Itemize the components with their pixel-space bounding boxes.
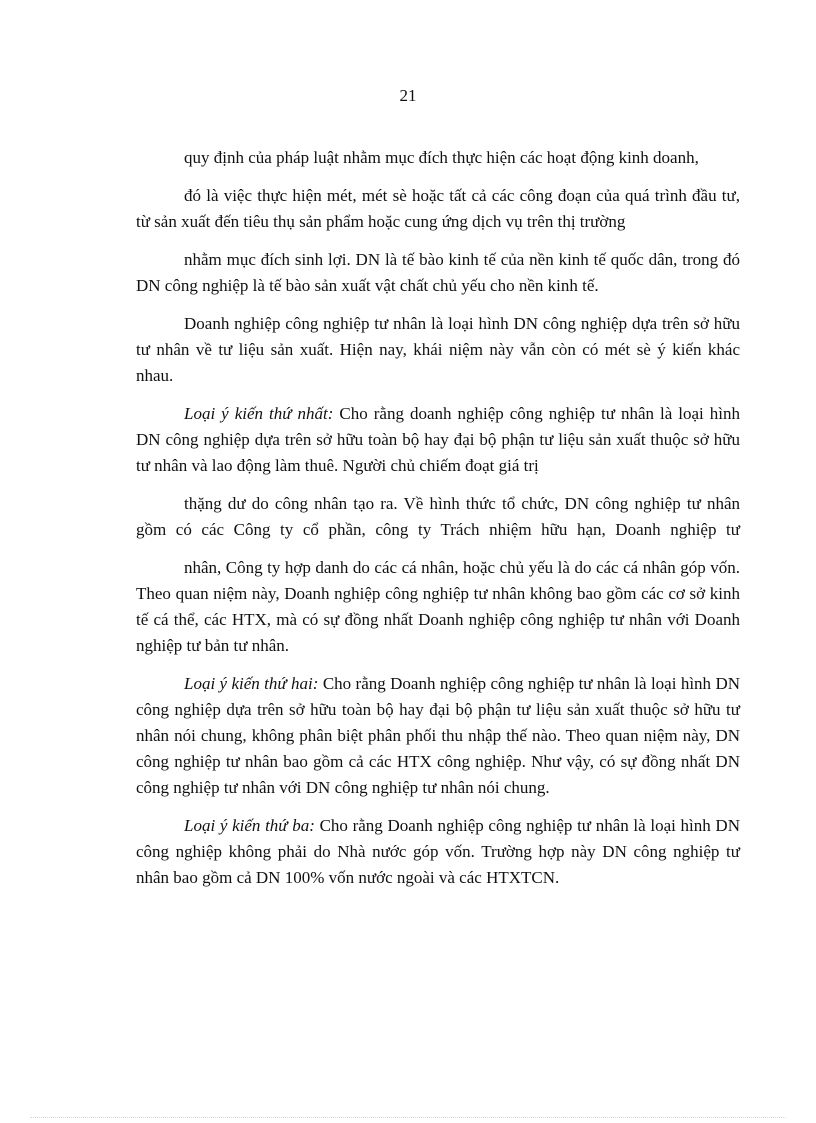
paragraph-3	[136, 247, 740, 299]
paragraph-text: Cho rằng Doanh nghiệp công nghiệp tư nhân là loại hình DN công nghiệp dựa trên sở hữu toàn bộ hay đại bộ phận tư liệu sản xuất thuộc sở hữu tư nhân nói chung, không phân biệt phân phối thu nhập thế nào. Theo quan niệm này, DN công nghiệp tư nhân bao gồm cả các HTX công nghiệp. Như vậy, có sự đồng nhất DN công nghiệp tư nhân với DN công nghiệp tư nhân nói chung.	[136, 674, 740, 797]
page-bottom-rule	[30, 1117, 786, 1118]
paragraph-text: nhân, Công ty hợp danh do các cá nhân, hoặc chủ yếu là do các cá nhân góp vốn. Theo quan niệm này, Doanh nghiệp công nghiệp tư nhân không bao gồm các cơ sở kinh tế cá thể, các HTX, mà có sự đồng nhất Doanh nghiệp công nghiệp tư nhân với Doanh nghiệp tư bản tư nhân.	[136, 558, 740, 655]
document-body	[136, 145, 740, 903]
paragraph-9	[136, 813, 740, 891]
paragraph-4	[136, 311, 740, 389]
paragraph-text: Cho rằng doanh nghiệp công nghiệp tư nhân là loại hình DN công nghiệp dựa trên sở hữu toàn bộ hay đại bộ phận tư liệu sản xuất thuộc sở hữu tư nhân và lao động làm thuê. Người chủ chiếm đoạt giá trị	[136, 404, 740, 475]
paragraph-text: đó là việc thực hiện mét, mét sè hoặc tất cả các công đoạn của quá trình đầu tư, từ sản xuất đến tiêu thụ sản phẩm hoặc cung ứng dịch vụ trên thị trường	[136, 186, 740, 231]
paragraph-6	[136, 491, 740, 543]
paragraph-8	[136, 671, 740, 801]
paragraph-text: Doanh nghiệp công nghiệp tư nhân là loại hình DN công nghiệp dựa trên sở hữu tư nhân về tư liệu sản xuất. Hiện nay, khái niệm này vẫn còn có mét sè ý kiến khác nhau.	[136, 314, 740, 385]
paragraph-text: quy định của pháp luật nhằm mục đích thực hiện các hoạt động kinh doanh,	[184, 148, 699, 167]
opinion-label-first: Loại ý kiến thứ nhất:	[184, 404, 334, 423]
opinion-label-third: Loại ý kiến thứ ba:	[184, 816, 315, 835]
paragraph-1	[136, 145, 740, 171]
paragraph-text: thặng dư do công nhân tạo ra. Về hình thức tổ chức, DN công nghiệp tư nhân gồm có các Công ty cổ phần, công ty Trách nhiệm hữu hạn, Doanh nghiệp tư	[136, 494, 740, 539]
paragraph-text: Cho rằng Doanh nghiệp công nghiệp tư nhân là loại hình DN công nghiệp không phải do Nhà nước góp vốn. Trường hợp này DN công nghiệp tư nhân bao gồm cả DN 100% vốn nước ngoài và các HTXTCN.	[136, 816, 740, 887]
paragraph-5	[136, 401, 740, 479]
opinion-label-second: Loại ý kiến thứ hai:	[184, 674, 319, 693]
page-number: 21	[399, 86, 417, 105]
paragraph-text: nhằm mục đích sinh lợi. DN là tế bào kinh tế của nền kinh tế quốc dân, trong đó DN công nghiệp là tế bào sản xuất vật chất chủ yếu cho nền kinh tế.	[136, 250, 740, 295]
paragraph-7	[136, 555, 740, 659]
paragraph-2	[136, 183, 740, 235]
